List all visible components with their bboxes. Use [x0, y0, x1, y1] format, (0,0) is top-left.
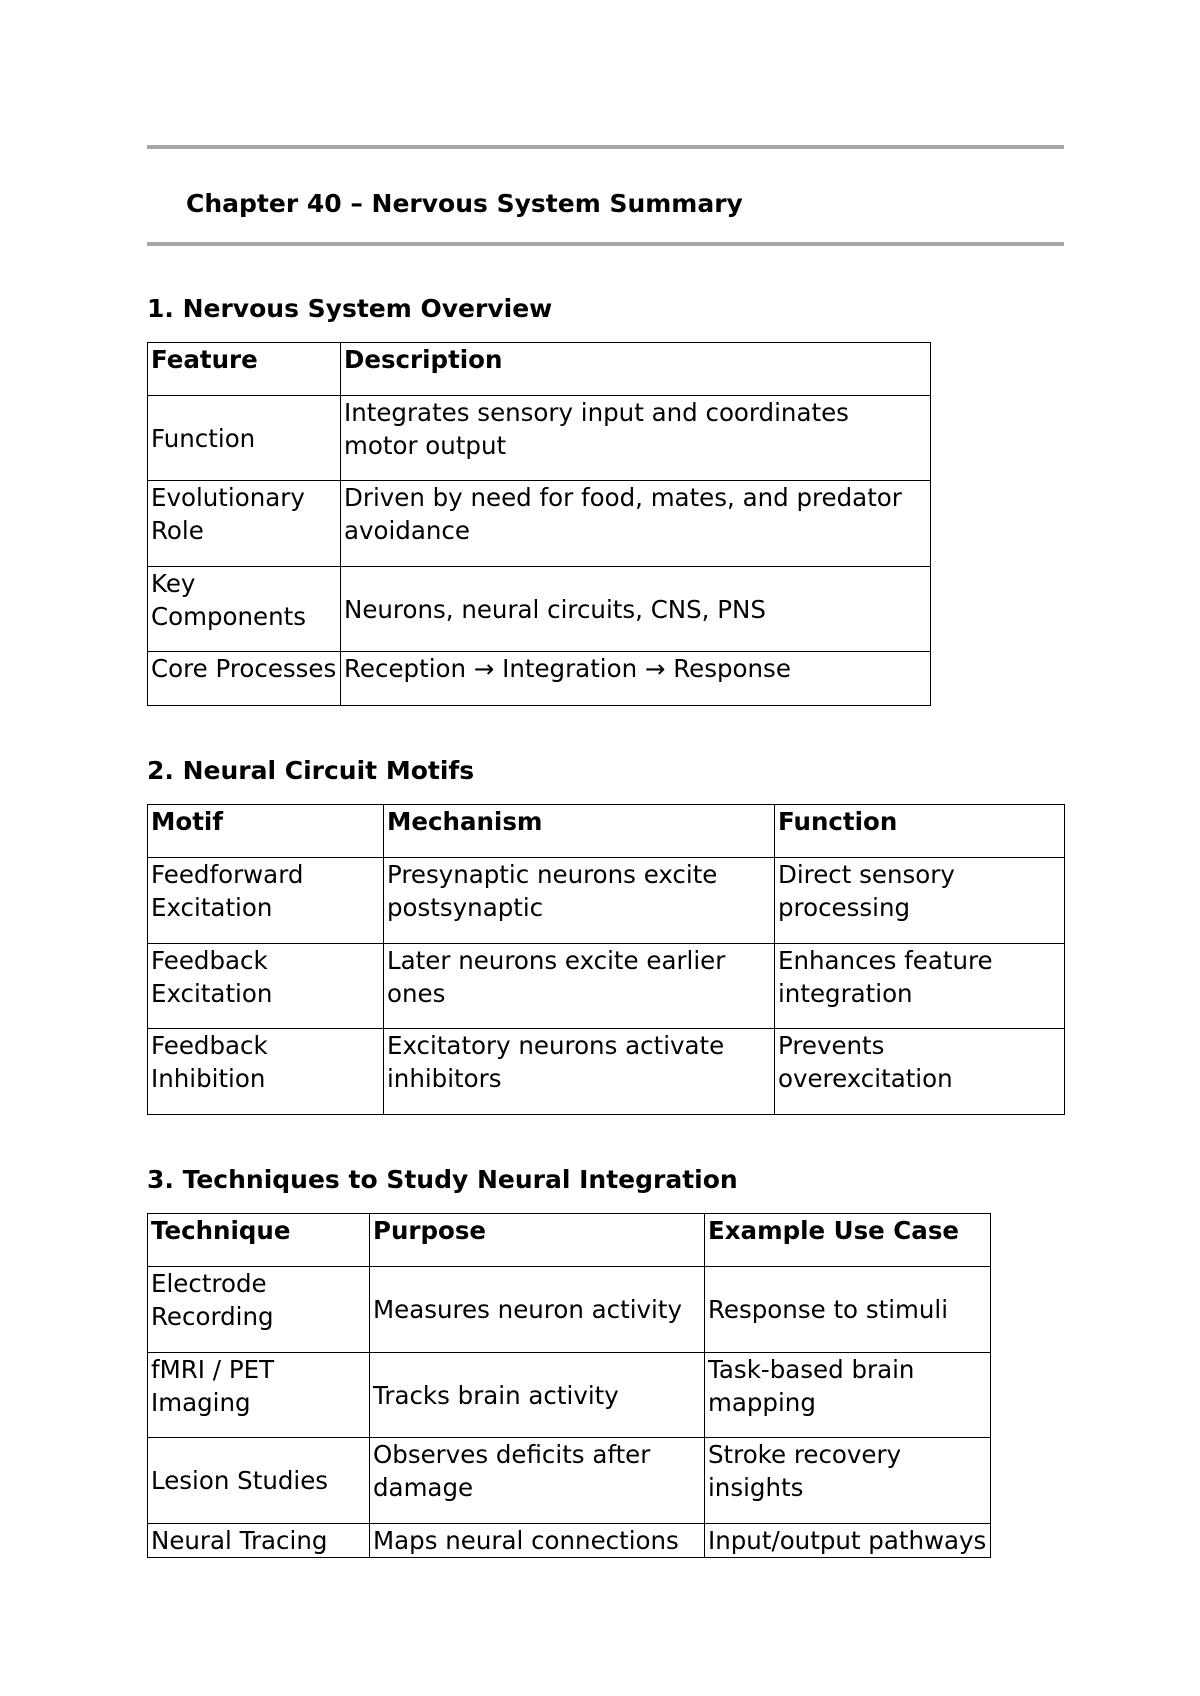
table-row: [148, 396, 931, 481]
table-header-row: [148, 1214, 991, 1267]
table-row: [148, 944, 1065, 1029]
section-heading-overview: 1. Nervous System Overview: [147, 294, 553, 323]
overview-table: [147, 342, 931, 706]
table-cell: Key Components: [148, 567, 341, 652]
table-header-row: [148, 805, 1065, 858]
column-header: Motif: [148, 805, 384, 858]
column-header: Technique: [148, 1214, 370, 1267]
table-cell: Maps neural connections: [370, 1524, 705, 1558]
table-cell: Integrates sensory input and coordinates motor output: [341, 396, 931, 481]
section-heading-motifs: 2. Neural Circuit Motifs: [147, 756, 475, 785]
table-cell: Measures neuron activity: [370, 1267, 705, 1353]
table-cell: Task-based brain mapping: [705, 1353, 991, 1438]
table-row: [148, 1438, 991, 1524]
table-cell: Function: [148, 396, 341, 481]
table-cell: Lesion Studies: [148, 1438, 370, 1524]
table-cell: Electrode Recording: [148, 1267, 370, 1353]
table-cell: Driven by need for food, mates, and predator avoidance: [341, 481, 931, 567]
table-cell: Later neurons excite earlier ones: [384, 944, 775, 1029]
table-cell: Enhances feature integration: [775, 944, 1065, 1029]
table-cell: Observes deficits after damage: [370, 1438, 705, 1524]
table-row: [148, 652, 931, 706]
table-row: [148, 1029, 1065, 1115]
table-cell: Feedback Inhibition: [148, 1029, 384, 1115]
column-header: Purpose: [370, 1214, 705, 1267]
bottom-rule: [147, 242, 1064, 246]
table-cell: Feedback Excitation: [148, 944, 384, 1029]
column-header: Function: [775, 805, 1065, 858]
table-cell: fMRI / PET Imaging: [148, 1353, 370, 1438]
column-header: Feature: [148, 343, 341, 396]
table-cell: Input/output pathways: [705, 1524, 991, 1558]
table-cell: Prevents overexcitation: [775, 1029, 1065, 1115]
table-cell: Neurons, neural circuits, CNS, PNS: [341, 567, 931, 652]
column-header: Example Use Case: [705, 1214, 991, 1267]
table-cell: Response to stimuli: [705, 1267, 991, 1353]
table-cell: Excitatory neurons activate inhibitors: [384, 1029, 775, 1115]
column-header: Description: [341, 343, 931, 396]
table-cell: Reception → Integration → Response: [341, 652, 931, 706]
motifs-table: [147, 804, 1065, 1115]
table-cell: Stroke recovery insights: [705, 1438, 991, 1524]
table-cell: Direct sensory processing: [775, 858, 1065, 944]
techniques-table: [147, 1213, 991, 1558]
table-row: [148, 1524, 991, 1558]
section-heading-techniques: 3. Techniques to Study Neural Integration: [147, 1165, 738, 1194]
table-cell: Presynaptic neurons excite postsynaptic: [384, 858, 775, 944]
column-header: Mechanism: [384, 805, 775, 858]
table-header-row: [148, 343, 931, 396]
table-row: [148, 858, 1065, 944]
table-cell: Feedforward Excitation: [148, 858, 384, 944]
table-row: [148, 481, 931, 567]
table-row: [148, 1267, 991, 1353]
table-cell: Core Processes: [148, 652, 341, 706]
top-rule: [147, 145, 1064, 149]
table-row: [148, 567, 931, 652]
table-cell: Tracks brain activity: [370, 1353, 705, 1438]
table-cell: Neural Tracing: [148, 1524, 370, 1558]
table-cell: Evolutionary Role: [148, 481, 341, 567]
table-row: [148, 1353, 991, 1438]
chapter-title: Chapter 40 – Nervous System Summary: [186, 189, 743, 218]
